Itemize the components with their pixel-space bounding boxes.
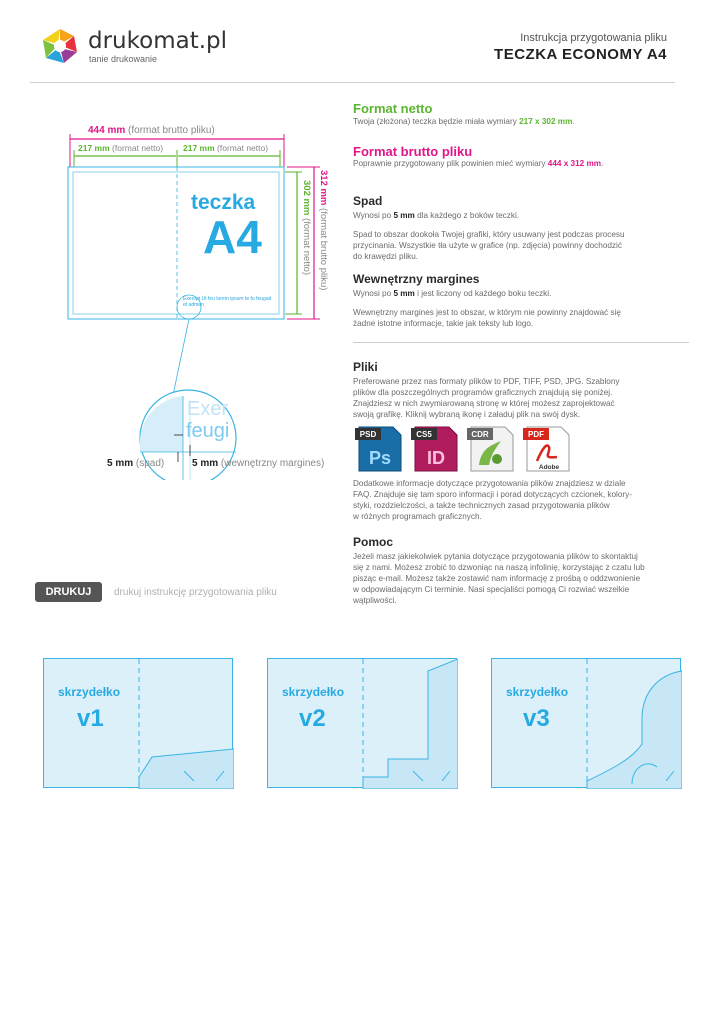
logo-tagline: tanie drukowanie (89, 54, 158, 64)
netto-right-label: 217 mm (format netto) (183, 143, 269, 153)
netto-title: Format netto (353, 101, 433, 116)
pdf-label: PDF (528, 430, 544, 439)
folder-v1-label: skrzydełko (58, 685, 121, 699)
page-subtitle: Instrukcja przygotowania pliku (520, 32, 667, 44)
folder-v2-label: skrzydełko (282, 685, 345, 699)
logo-name: drukomat.pl (88, 28, 228, 54)
folder-v3 (491, 658, 681, 788)
help-title: Pomoc (353, 535, 394, 549)
file-icon-psd[interactable] (355, 425, 403, 478)
file-icon-indesign[interactable] (411, 425, 459, 478)
folder-diagram (0, 100, 345, 480)
netto-height-label: 302 mm (format netto) (301, 180, 312, 276)
netto-left-label: 217 mm (format netto) (78, 143, 164, 153)
cdr-label: CDR (471, 430, 489, 439)
folder-v3-version: v3 (523, 705, 550, 732)
brutto-text: Poprawnie przygotowany plik powinien mieć wymiary 444 x 312 mm. (353, 159, 604, 168)
logo[interactable] (40, 26, 80, 66)
psd-glyph: Ps (368, 448, 392, 468)
file-icon-cdr[interactable] (467, 425, 515, 478)
photoshop-icon (355, 425, 403, 473)
margin-paragraph: Wewnętrzny margines jest to obszar, w którym nie powinny znajdować się żadne istotne informacje, takie jak teksty lub logo. (353, 308, 621, 328)
section-help (353, 537, 693, 606)
folder-v2 (267, 658, 457, 788)
adobe-label: Adobe (538, 464, 560, 471)
spad-label: 5 mm (spad) (107, 458, 165, 469)
section-divider (353, 342, 689, 343)
a4-word: A4 (203, 211, 262, 263)
indesign-glyph: ID (427, 448, 445, 468)
spad-paragraph: Spad to obszar dookoła Twojej grafiki, który usuwany jest podczas procesu przycinania. Wszystkie tła użyte w grafice (np. zdjęcia) powinny dochodzić do krawędzi pliku. (353, 230, 625, 261)
coreldraw-icon (467, 425, 515, 473)
file-icon-pdf[interactable] (523, 425, 571, 478)
sample-text: Exeropt Ut feu lorem ipsum te fu feugait et admen (183, 296, 272, 308)
zoom-text-1: Exer (187, 398, 229, 420)
folder-v3-label: skrzydełko (506, 685, 569, 699)
margin-label: 5 mm (wewnętrzny margines) (192, 458, 325, 469)
brutto-width-label: 444 mm (format brutto pliku) (88, 125, 215, 136)
section-files (353, 362, 693, 420)
spad-title: Spad (353, 194, 383, 208)
indesign-icon (411, 425, 459, 473)
folder-v1-outline (44, 659, 234, 789)
margin-line: Wynosi po 5 mm i jest liczony od każdego boku teczki. (353, 289, 552, 298)
section-spad (353, 196, 693, 262)
section-brutto (353, 146, 693, 169)
pdf-icon (523, 425, 571, 473)
spad-line: Wynosi po 5 mm dla każdego z boków teczki. (353, 211, 520, 220)
netto-text: Twoja (złożona) teczka będzie miała wymiary 217 x 302 mm. (353, 117, 575, 126)
print-button[interactable]: DRUKUJ (35, 582, 102, 602)
page-title: TECZKA ECONOMY A4 (494, 46, 667, 63)
folder-v3-outline (492, 659, 682, 789)
folder-v1-version: v1 (77, 705, 104, 732)
help-paragraph: Jeżeli masz jakiekolwiek pytania dotyczące przygotowania plików to skontaktuj się z nami. Możesz zrobić to dzwoniąc na naszą infolinię, korzystając z czatu lub pisząc e-mail. Możesz także zostawić nam informację z prośbą o oddzwonienie w odpowiadającym Ci terminie. Nasi specjaliści pomogą Ci rozwiać wszelkie wątpliwości. (353, 552, 645, 605)
folder-v2-outline (268, 659, 458, 789)
info-paragraph: Dodatkowe informacje dotyczące przygotowania plików znajdziesz w dziale FAQ. Znajduje się tam sporo informacji i porad dotyczących czcionek, kolory- styki, rozdzielczości, a także technicznych zasad przygotowania plików w różnych programach graficznych. (353, 479, 632, 521)
psd-label: PSD (359, 430, 377, 439)
folder-v2-version: v2 (299, 705, 326, 732)
files-title: Pliki (353, 360, 378, 374)
teczka-word: teczka (191, 191, 256, 214)
cs5-label: CS5 (416, 430, 432, 439)
brutto-height-label: 312 mm (format brutto pliku) (318, 170, 329, 291)
section-margin (353, 274, 693, 329)
section-netto (353, 103, 693, 127)
files-paragraph: Preferowane przez nas formaty plików to PDF, TIFF, PSD, JPG. Szablony plików dla poszczególnych programów graficznych znajdują się poniżej. Znajdziesz w nich zwymiarowaną stronę w której możesz zaprojektować swoją grafikę. Kliknij wybraną ikonę i załaduj plik na swój dysk. (353, 377, 620, 419)
logo-mark-icon (40, 26, 80, 66)
print-link[interactable]: drukuj instrukcję przygotowania pliku (114, 587, 277, 598)
folder-v1 (43, 658, 233, 788)
margin-title: Wewnętrzny margines (353, 272, 480, 286)
header-divider (30, 82, 675, 83)
brutto-title: Format brutto pliku (353, 144, 473, 159)
zoom-text-2: feugi (186, 420, 230, 442)
